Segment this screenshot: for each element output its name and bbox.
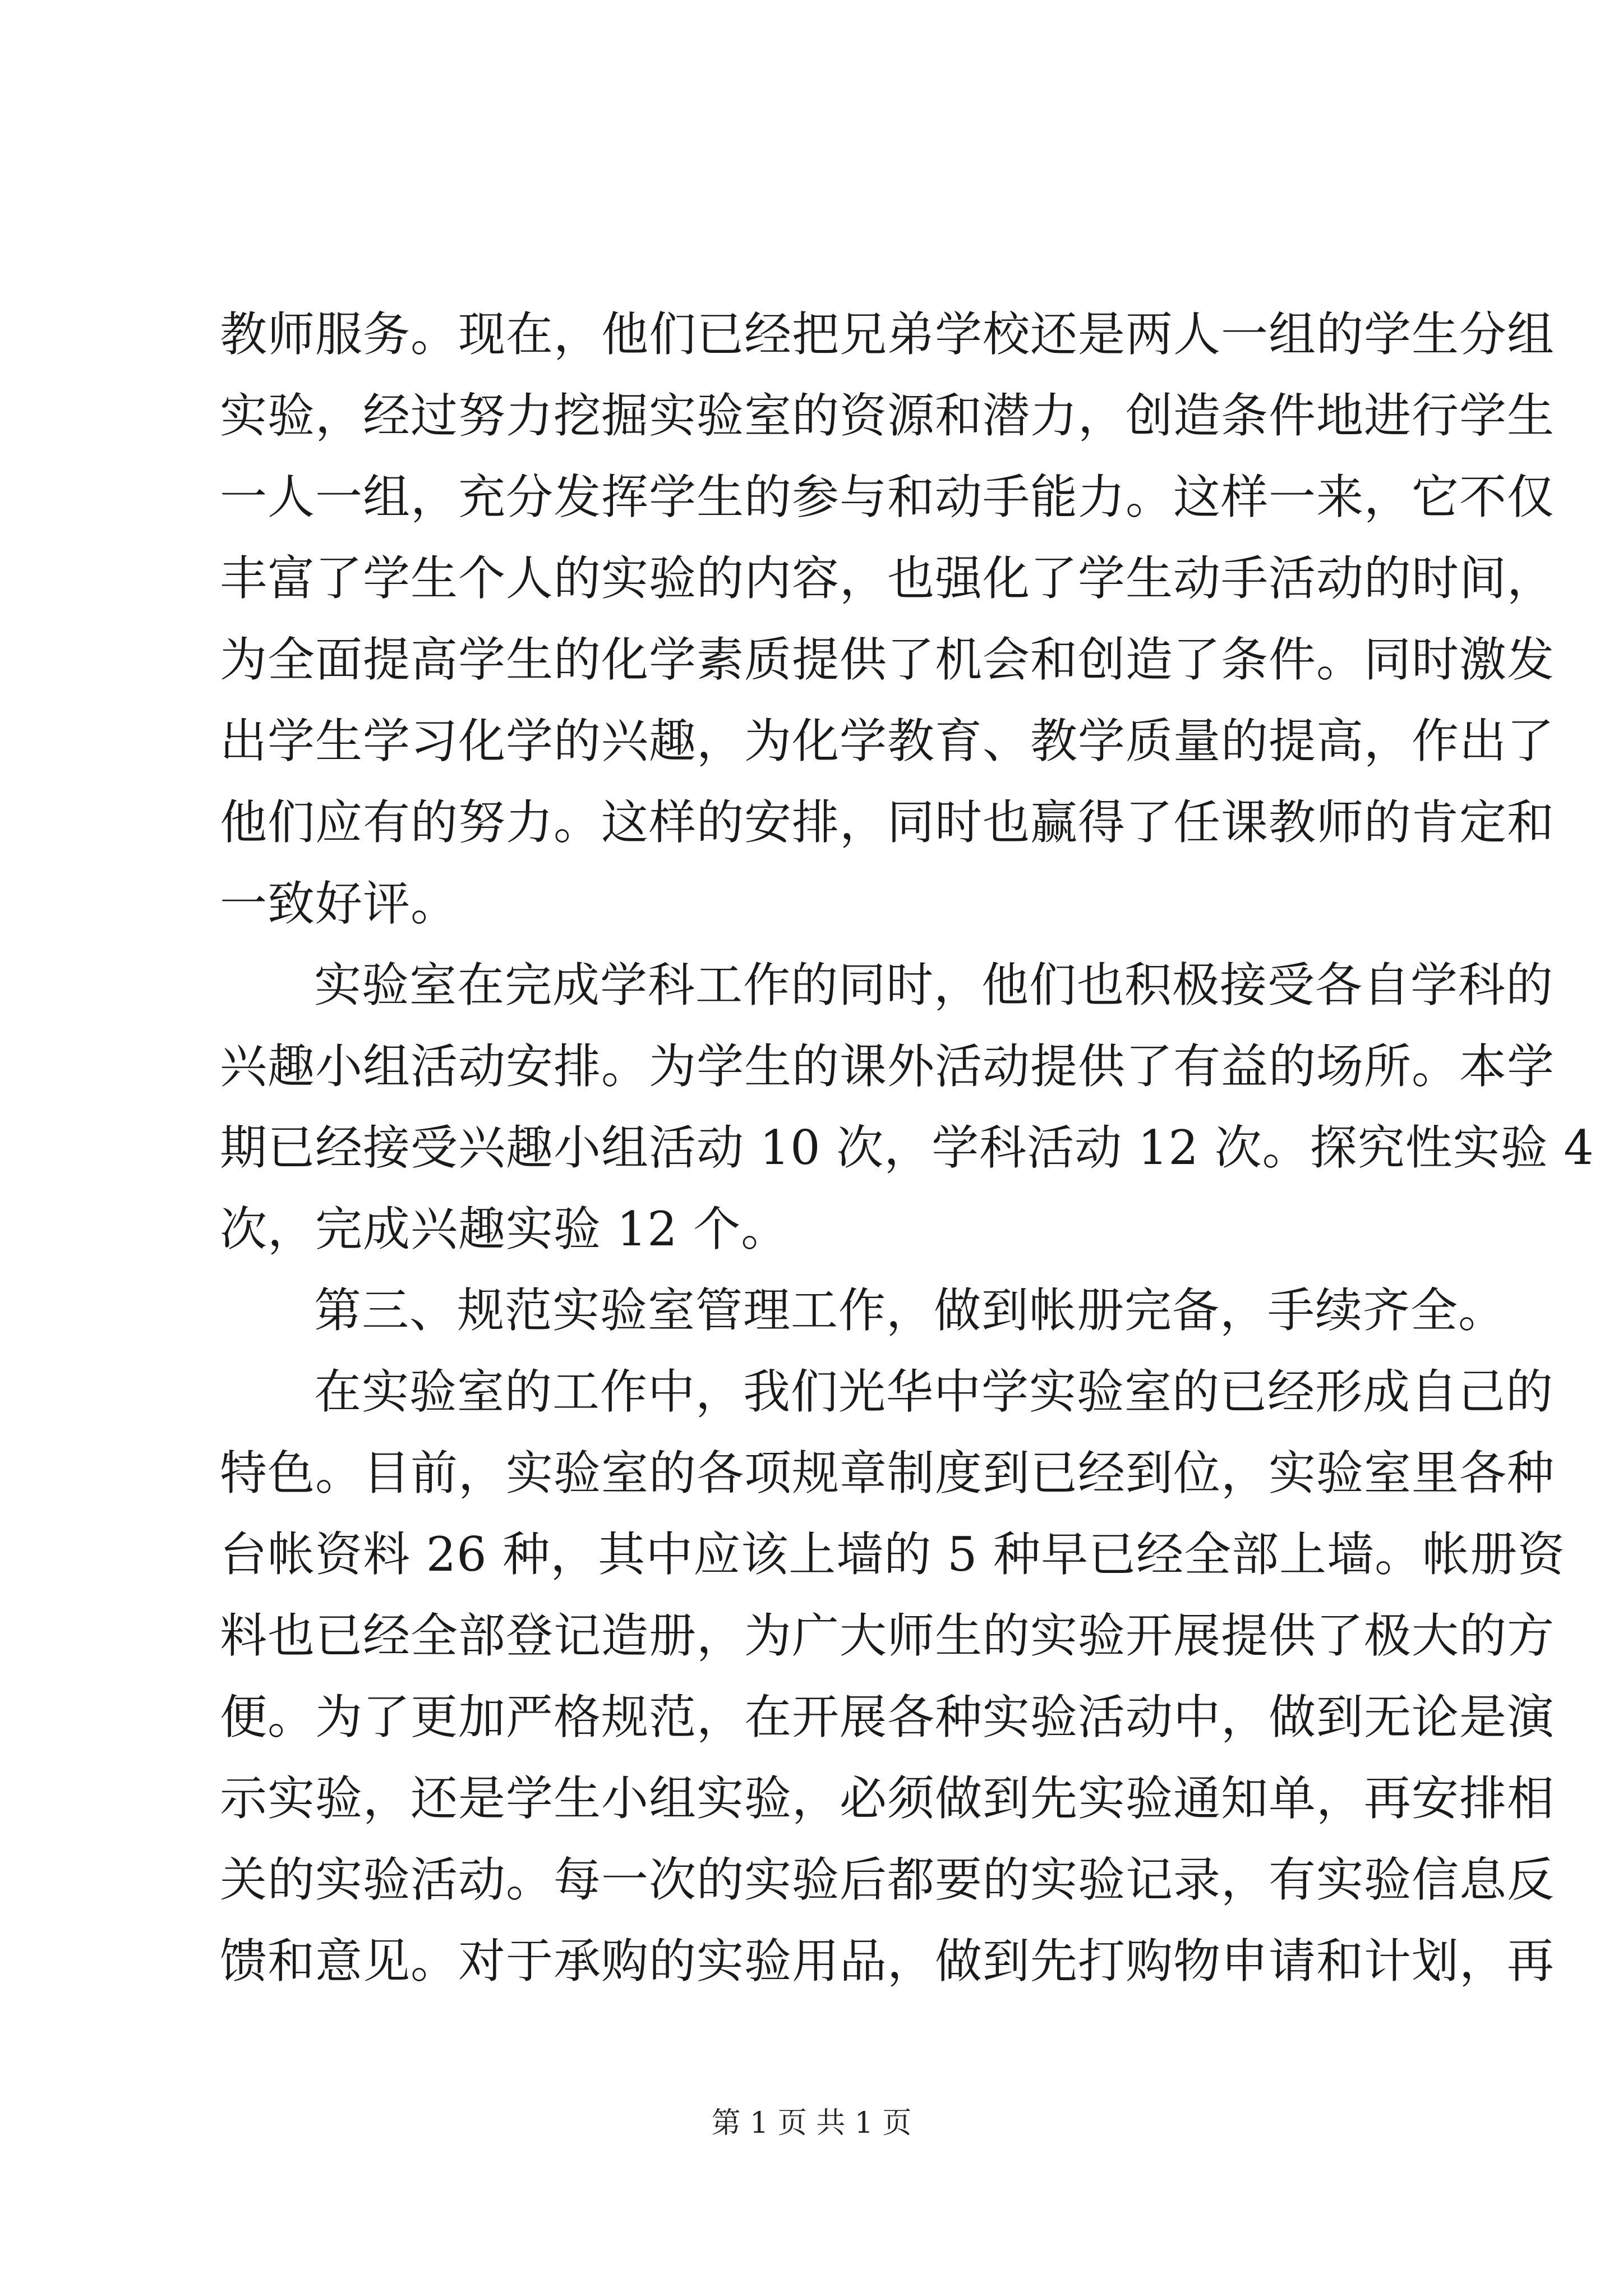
- text-line: 他们应有的努力。这样的安排，同时也赢得了任课教师的肯定和: [220, 795, 1555, 850]
- text-line: 一人一组，充分发挥学生的参与和动手能力。这样一来，它不仅: [220, 470, 1555, 524]
- text-line: 丰富了学生个人的实验的内容，也强化了学生动手活动的时间，: [220, 551, 1555, 606]
- page-footer: [0, 2104, 1623, 2143]
- text-line: 次，完成兴趣实验 12 个。: [220, 1202, 789, 1257]
- paragraph-first-line: 实验室在完成学科工作的同时，他们也积极接受各自学科的: [314, 958, 1554, 1013]
- paragraph-first-line: 在实验室的工作中，我们光华中学实验室的已经形成自己的: [314, 1364, 1554, 1419]
- text-line: 兴趣小组活动安排。为学生的课外活动提供了有益的场所。本学: [220, 1039, 1555, 1094]
- text-line: 一致好评。: [220, 876, 459, 931]
- page-number-label: 第 1 页 共 1 页: [711, 2106, 912, 2140]
- text-line: 台帐资料 26 种，其中应该上墙的 5 种早已经全部上墙。帐册资: [220, 1527, 1566, 1582]
- text-line: 特色。目前，实验室的各项规章制度到已经到位，实验室里各种: [220, 1446, 1555, 1501]
- text-line: 料也已经全部登记造册，为广大师生的实验开展提供了极大的方: [220, 1608, 1555, 1663]
- text-line: 实验，经过努力挖掘实验室的资源和潜力，创造条件地进行学生: [220, 388, 1555, 443]
- text-line: 关的实验活动。每一次的实验后都要的实验记录，有实验信息反: [220, 1852, 1555, 1907]
- text-line: 为全面提高学生的化学素质提供了机会和创造了条件。同时激发: [220, 632, 1555, 687]
- text-line: 出学生学习化学的兴趣，为化学教育、教学质量的提高，作出了: [220, 714, 1555, 769]
- document-body: [220, 294, 1594, 2002]
- text-line: 示实验，还是学生小组实验，必须做到先实验通知单，再安排相: [220, 1771, 1555, 1826]
- text-line: 便。为了更加严格规范，在开展各种实验活动中，做到无论是演: [220, 1690, 1555, 1745]
- text-line: 馈和意见。对于承购的实验用品，做到先打购物申请和计划，再: [220, 1934, 1555, 1989]
- text-line: 教师服务。现在，他们已经把兄弟学校还是两人一组的学生分组: [220, 307, 1555, 362]
- text-line: 期已经接受兴趣小组活动 10 次，学科活动 12 次。探究性实验 4: [220, 1120, 1594, 1175]
- section-heading: 第三、规范实验室管理工作，做到帐册完备，手续齐全。: [314, 1283, 1506, 1338]
